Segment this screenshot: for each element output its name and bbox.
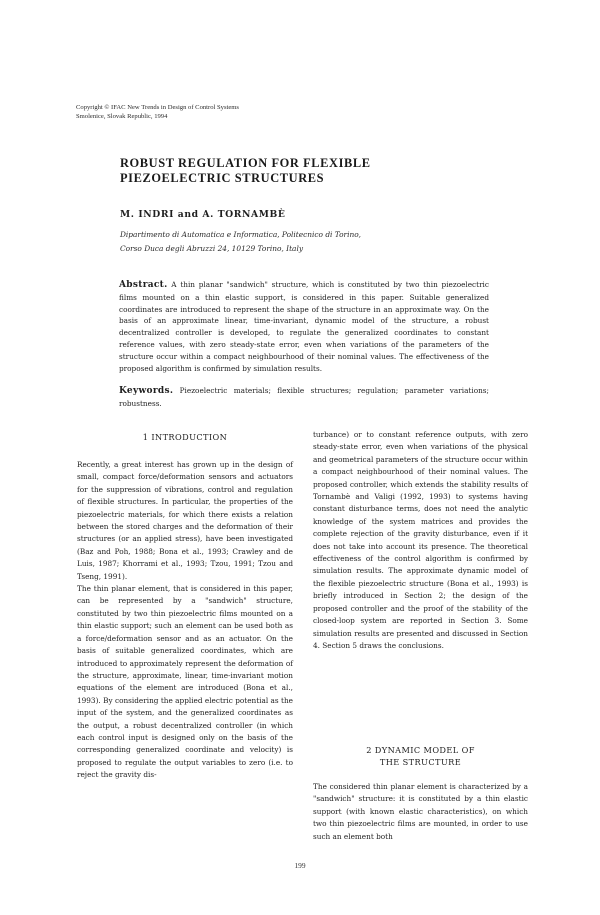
paragraph: The considered thin planar element is characterized by a "sandwich" structure: it is constituted by a thin elastic support (with known elastic characteristics), on which two thin piezoelectric films are mounted, in order to use such an element both: [313, 782, 528, 841]
heading-line: 2 DYNAMIC MODEL OF: [366, 745, 475, 755]
right-column: [313, 429, 528, 652]
affiliation: [120, 228, 500, 255]
copyright-notice: [76, 104, 336, 121]
affiliation-line: Dipartimento di Automatica e Informatica, Politecnico di Torino,: [120, 230, 362, 239]
paragraph: turbance) or to constant reference outputs, with zero steady-state error, even when variations of the physical and geometrical parameters of the structure occur within a compact neighbourhood of their nominal values. The proposed controller, which extends the stability results of Tornambè and Valigi (1992, 1993) to systems having constant disturbance terms, does not need the analytic knowledge of the system matrices and provides the complete rejection of the gravity disturbance, even if it does not take into account its presence. The theoretical effectiveness of the control algorithm is confirmed by simulation results. The approximate dynamic model of the flexible piezoelectric structure (Bona et al., 1993) is briefly introduced in Section 2; the design of the proposed controller and the proof of the stability of the closed-loop system are reported in Section 3. Some simulation results are presented and discussed in Section 4. Section 5 draws the conclusions.: [313, 430, 528, 650]
venue-line: Smolenice, Slovak Republic, 1994: [76, 112, 168, 120]
keywords-text: Piezoelectric materials; flexible structures; regulation; parameter variations; robustness.: [119, 386, 489, 408]
title-line: ROBUST REGULATION FOR FLEXIBLE: [120, 156, 371, 170]
paragraph: Recently, a great interest has grown up in the design of small, compact force/deformation sensors and actuators for the suppression of vibrations, control and regulation of flexible structures. In particular, the properties of the piezoelectric materials, for which there exists a relation between the stored charges and the deformation of their structures (or an applied stress), have been investigated (Baz and Poh, 1988; Bona et al., 1993; Crawley and de Luis, 1987; Khorrami et al., 1993; Tzou, 1991; Tzou and Tseng, 1991).: [77, 460, 293, 581]
section-heading-introduction: 1 INTRODUCTION: [142, 432, 228, 442]
paper-title: [120, 156, 480, 186]
right-column-continued: [313, 781, 528, 843]
abstract-text: A thin planar "sandwich" structure, which is constituted by two thin piezoelectric films mounted on a thin elastic support, is considered in this paper. Suitable generalized coordinates are introduced to represent the shape of the structure in an approximate way. On the basis of an approximate linear, time-invariant, dynamic model of the structure, a robust decentralized controller is developed, to regulate the generalized coordinates to constant reference values, with zero steady-state error, even when variations of the parameters of the structure occur within a compact neighbourhood of their nominal values. The effectiveness of the proposed algorithm is confirmed by simulation results.: [119, 280, 489, 373]
abstract-label: Abstract.: [119, 280, 168, 290]
section-heading-dynamic-model: [313, 744, 528, 768]
keywords-label: Keywords.: [119, 386, 174, 396]
page-number: 199: [294, 861, 306, 870]
keywords: [119, 385, 489, 410]
affiliation-line: Corso Duca degli Abruzzi 24, 10129 Torino, Italy: [120, 243, 303, 253]
abstract: [119, 279, 489, 374]
title-line: PIEZOELECTRIC STRUCTURES: [120, 171, 325, 185]
heading-line: THE STRUCTURE: [379, 757, 462, 767]
paragraph: The thin planar element, that is considered in this paper, can be represented by a "sandwich" structure, constituted by two thin piezoelectric films mounted on a thin elastic support; such an element can be used both as a force/deformation sensor and as an actuator. On the basis of suitable generalized coordinates, which are introduced to approximately represent the deformation of the structure, approximate, linear, time-invariant motion equations of the element are introduced (Bona et al., 1993). By considering the applied electric potential as the input of the system, and the generalized coordinates as the output, a robust decentralized controller (in which each control input is designed only on the basis of the corresponding generalized coordinate and velocity) is proposed to regulate the output variables to zero (i.e. to reject the gravity dis-: [77, 584, 293, 780]
copyright-line: Copyright © IFAC New Trends in Design of Control Systems: [76, 104, 239, 111]
authors: M. INDRI and A. TORNAMBÈ: [120, 209, 286, 220]
left-column: [77, 459, 293, 782]
